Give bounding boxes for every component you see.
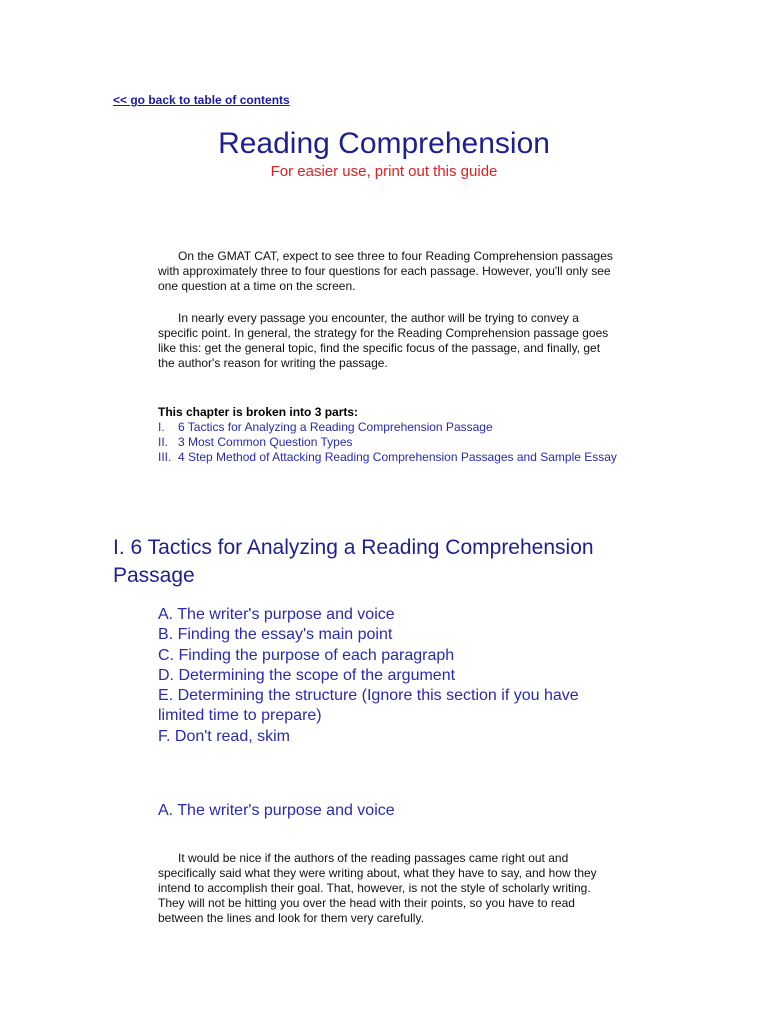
body-paragraph: It would be nice if the authors of the reading passages came right out and specifically said what they were writing about, what they have to say, and how they intend to accomplish their goal. That, however, is not the style of scholarly writing. They will not be hitting you over the head with their points, so you have to read between the lines and look for them very carefully. <box>158 851 597 925</box>
back-to-contents-link[interactable]: << go back to table of contents <box>113 93 290 107</box>
tactic-link-e[interactable]: E. Determining the structure (Ignore this section if you have limited time to prepare) <box>158 687 579 725</box>
chapter-part-link-2[interactable]: II. 3 Most Common Question Types <box>158 435 353 449</box>
page-title: Reading Comprehension <box>218 127 550 160</box>
chapter-parts-heading: This chapter is broken into 3 parts: <box>158 405 359 419</box>
intro-paragraph-1: On the GMAT CAT, expect to see three to four Reading Comprehension passages with approximately three to four questions for each passage. However, you'll only see one question at a time on the screen. <box>158 249 613 293</box>
page-subtitle: For easier use, print out this guide <box>270 163 498 180</box>
tactic-link-a[interactable]: A. The writer's purpose and voice <box>158 606 395 623</box>
tactic-link-c[interactable]: C. Finding the purpose of each paragraph <box>158 646 455 664</box>
chapter-part-link-3[interactable]: III. 4 Step Method of Attacking Reading Comprehension Passages and Sample Essay <box>158 450 617 464</box>
tactic-link-b[interactable]: B. Finding the essay's main point <box>158 626 393 644</box>
intro-paragraph-2: In nearly every passage you encounter, the author will be trying to convey a specific point. In general, the strategy for the Reading Comprehension passage goes like this: get the general topic, find the specific focus of the passage, and finally, get the author's reason for writing the passage. <box>158 311 609 370</box>
tactic-link-d[interactable]: D. Determining the scope of the argument <box>158 666 456 684</box>
chapter-part-link-1[interactable]: I. 6 Tactics for Analyzing a Reading Comprehension Passage <box>158 420 493 434</box>
tactic-link-f[interactable]: F. Don't read, skim <box>158 727 290 745</box>
section-heading: I. 6 Tactics for Analyzing a Reading Comprehension Passage <box>113 536 594 587</box>
tactics-list <box>158 605 628 747</box>
subsection-heading: A. The writer's purpose and voice <box>158 802 395 819</box>
chapter-parts <box>158 405 618 465</box>
